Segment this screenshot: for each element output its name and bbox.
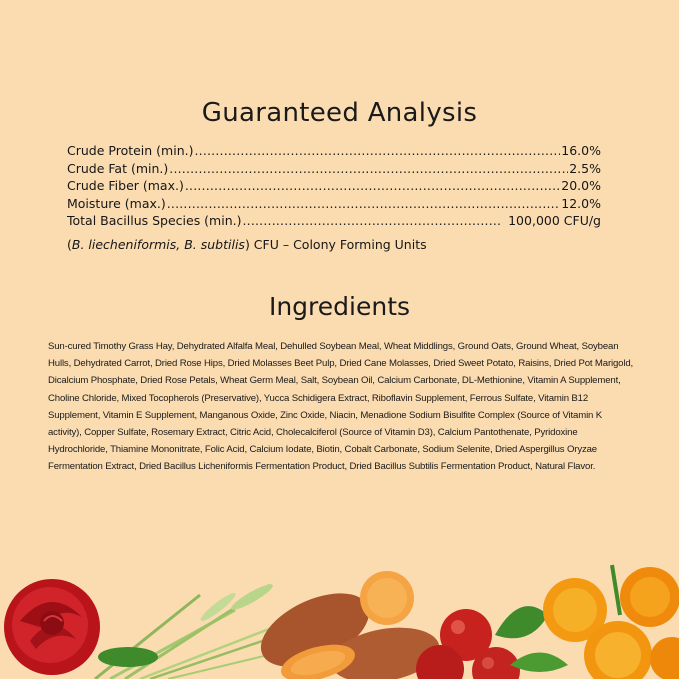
dot-leader (167, 195, 561, 213)
analysis-row (67, 160, 601, 178)
guaranteed-analysis-table (67, 142, 601, 230)
analysis-row (67, 177, 601, 195)
analysis-row (67, 212, 601, 230)
analysis-value: 16.0% (561, 143, 601, 158)
analysis-label: Moisture (max.) (67, 195, 166, 211)
analysis-row (67, 142, 601, 160)
dot-leader (169, 160, 568, 178)
analysis-value: 12.0% (561, 195, 601, 211)
rose-icon (4, 579, 158, 675)
dot-leader (242, 212, 501, 230)
dot-leader (194, 142, 560, 160)
analysis-label: Crude Fat (min.) (67, 160, 169, 176)
analysis-value: 100,000 CFU/g (508, 213, 601, 229)
footnote-open: ( (67, 237, 72, 252)
ingredients-title: Ingredients (268, 292, 411, 321)
analysis-label: Total Bacillus Species (min.) (67, 213, 242, 229)
analysis-row (67, 195, 601, 213)
ingredients-list: Sun-cured Timothy Grass Hay, Dehydrated Alfalfa Meal, Dehulled Soybean Meal, Wheat Middlings, Ground Oats, Ground Wheat, Soybean Hulls, Dehydrated Carrot, Dried Rose Hips, Dried Molasses Beet Pulp, Dried Cane Molasses, Dried Sweet Potato, Raisins, Dried Pot Marigold, Dicalcium Phosphate, Dried Rose Petals, Wheat Germ Meal, Salt, Soybean Oil, Calcium Carbonate, DL-Methionine, Vitamin A Supplement, Choline Chloride, Mixed Tocopherols (Preservative), Yucca Schidigera Extract, Riboflavin Supplement, Ferrous Sulfate, Vitamin B12 Supplement, Vitamin E Supplement, Manganous Oxide, Zinc Oxide, Niacin, Menadione Sodium Bisulfite Complex (Source of Vitamin K activity), Copper Sulfate, Rosemary Extract, Citric Acid, Cholecalciferol (Source of Vitamin D3), Calcium Pantothenate, Pyridoxine Hydrochloride, Thiamine Mononitrate, Folic Acid, Calcium Iodate, Biotin, Cobalt Carbonate, Sodium Selenite, Dried Aspergillus Oryzae Fermentation Extract, Dried Bacillus Licheniformis Fermentation Product, Dried Bacillus Subtilis Fermentation Product, Natural Flavor. (48, 341, 634, 473)
analysis-label: Crude Protein (min.) (67, 143, 194, 158)
analysis-label: Crude Fiber (max.) (67, 178, 184, 194)
footnote-rest: ) CFU – Colony Forming Units (244, 237, 427, 252)
ingredient-illustration (0, 555, 679, 679)
analysis-value: 2.5% (569, 160, 601, 176)
sweet-potato-icon (250, 571, 444, 679)
guaranteed-analysis-title: Guaranteed Analysis (201, 98, 478, 128)
analysis-value: 20.0% (561, 178, 601, 194)
dot-leader (185, 177, 560, 195)
footnote-species: B. liecheniformis, B. subtilis (71, 237, 245, 252)
cfu-footnote (67, 237, 427, 252)
